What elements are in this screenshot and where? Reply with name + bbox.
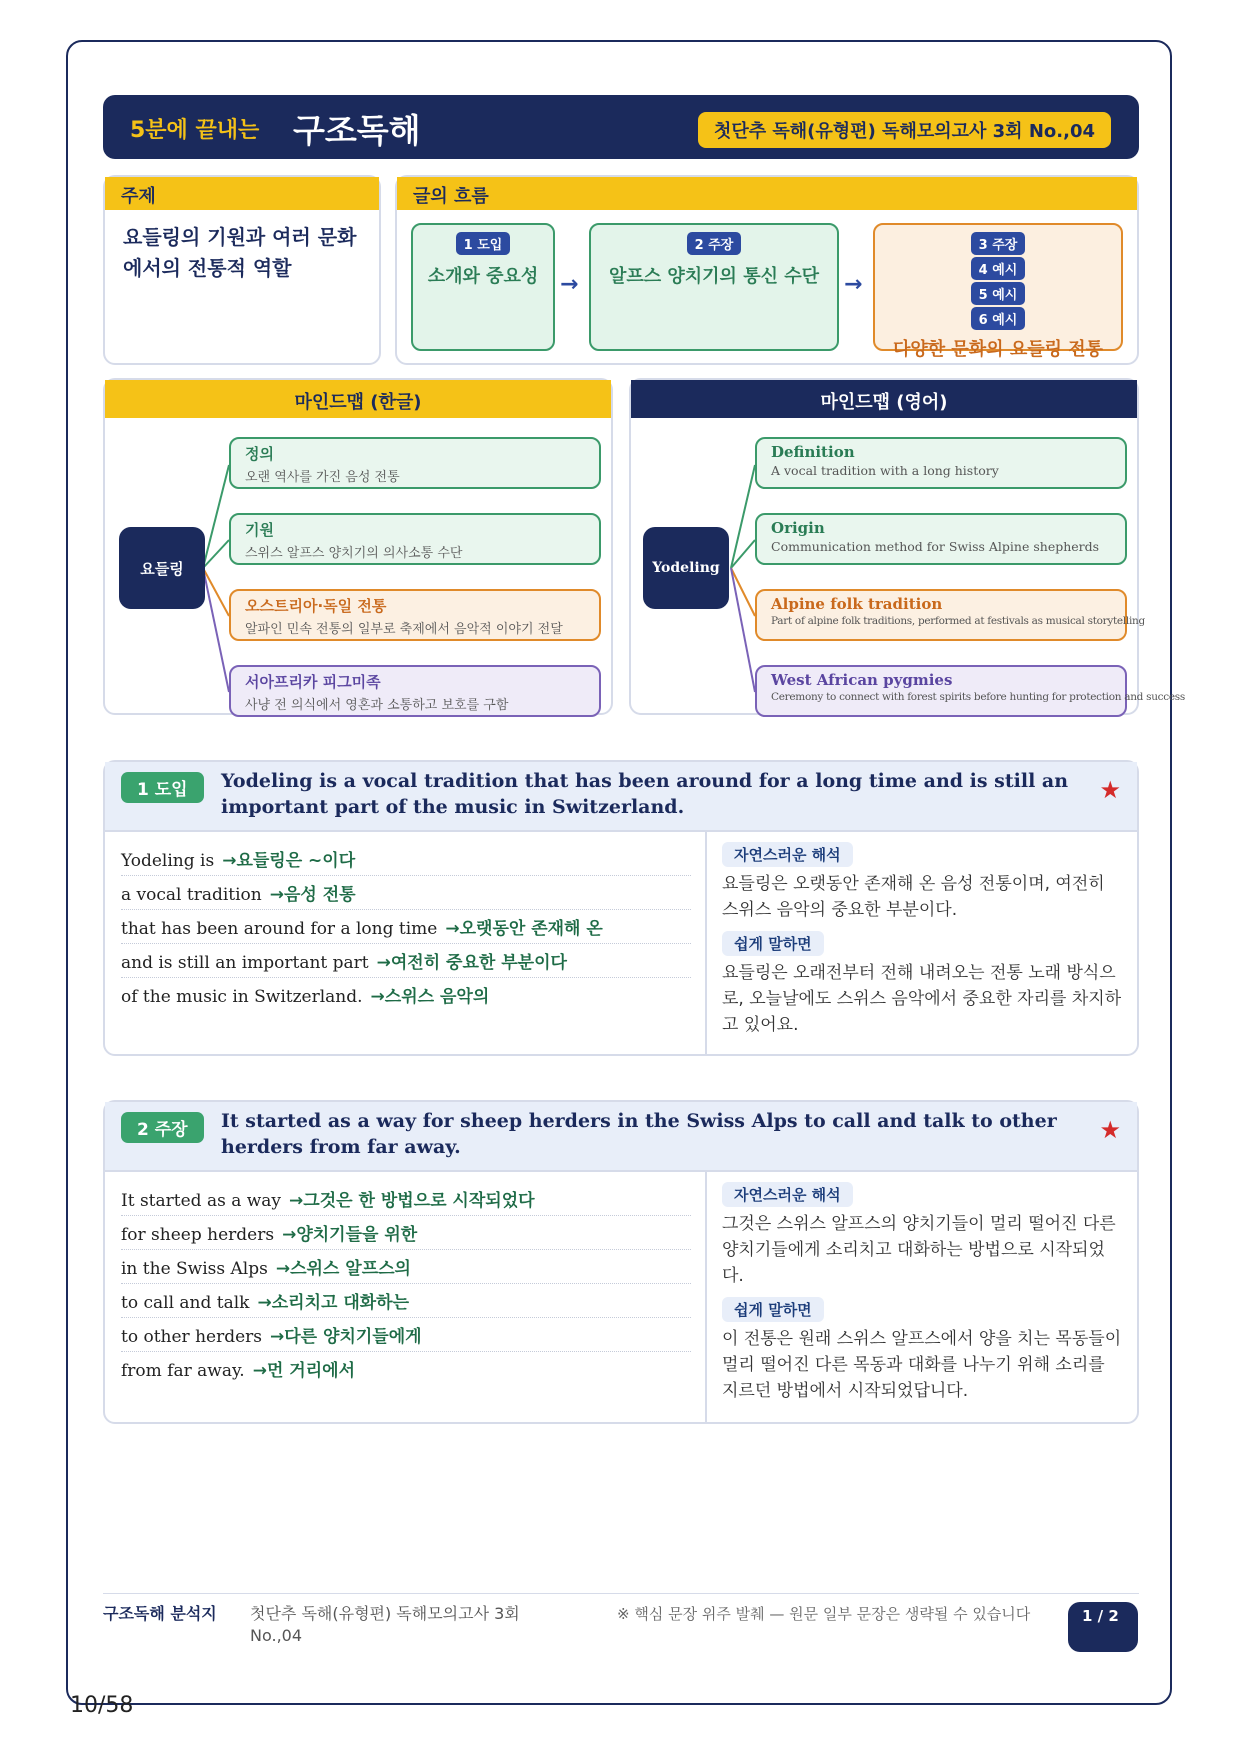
mindmap-ko-node-definition (229, 437, 601, 489)
topic-text: 요들링의 기원과 여러 문화에서의 전통적 역할 (123, 225, 357, 280)
mindmap-node-title: 서아프리카 피그미족 (245, 673, 381, 691)
footer-title: 구조독해 분석지 (103, 1604, 217, 1623)
mindmap-ko-label: 마인드맵 (한글) (105, 380, 611, 418)
column-divider (705, 1172, 707, 1424)
section-sentence: Yodeling is a vocal tradition that has been around for a long time and is still an important part of the music in Switzerland. (221, 770, 1069, 818)
mindmap-node-desc: A vocal tradition with a long history (771, 463, 999, 478)
mindmap-node-desc: 사냥 전 의식에서 영혼과 소통하고 보호를 구함 (245, 698, 509, 713)
chunk-en: a vocal tradition (121, 885, 262, 905)
star-icon: ★ (1099, 776, 1121, 804)
mindmap-en-node-alpine (755, 589, 1145, 641)
translation-column (722, 842, 1122, 1046)
natural-translation-label: 자연스러운 해석 (722, 842, 853, 867)
translation-column (722, 1182, 1122, 1412)
chunk-row (121, 1318, 691, 1352)
easy-explanation-label: 쉽게 말하면 (722, 931, 824, 956)
chunk-ko: →소리치고 대화하는 (257, 1293, 410, 1313)
chunk-ko: →양치기들을 위한 (282, 1225, 418, 1245)
flow-step-3 (873, 223, 1123, 360)
chunk-row (121, 1284, 691, 1318)
chunk-row (121, 876, 691, 910)
mindmap-node-desc: Ceremony to connect with forest spirits before hunting for protection and success (771, 691, 1185, 703)
mindmap-ko-node-origin (229, 513, 601, 565)
chunk-ko: →다른 양치기들에게 (270, 1327, 422, 1347)
easy-explanation: 요들링은 오래전부터 전해 내려오는 전통 노래 방식으로, 오늘날에도 스위스 음악에서 중요한 자리를 차지하고 있어요. (722, 963, 1122, 1035)
flow-label: 글의 흐름 (397, 177, 1137, 210)
chunk-en: from far away. (121, 1361, 245, 1381)
footer-page-badge: 1 / 2 (1068, 1602, 1138, 1652)
section-sentence: It started as a way for sheep herders in the Swiss Alps to call and talk to other herders from far away. (221, 1110, 1057, 1158)
mindmap-ko-center: 요들링 (119, 527, 205, 609)
flow-panel (395, 175, 1139, 365)
flow-step-tag: 3 주장 (971, 232, 1026, 255)
mindmap-en-node-origin (755, 513, 1127, 565)
flow-step-2 (589, 223, 839, 351)
mindmap-node-title: 정의 (245, 445, 274, 463)
chunk-row (121, 1182, 691, 1216)
chunk-ko: →오랫동안 존재해 온 (445, 919, 603, 939)
flow-step-tag: 2 주장 (687, 232, 742, 255)
chunk-en: to other herders (121, 1327, 263, 1347)
chunk-row (121, 1250, 691, 1284)
chunk-row (121, 1352, 691, 1386)
chunk-en: It started as a way (121, 1191, 282, 1211)
section-tag: 1 도입 (121, 772, 204, 803)
header-subtitle: 5분에 끝내는 (130, 118, 260, 143)
chunk-en: and is still an important part (121, 953, 369, 973)
mindmap-node-desc: Communication method for Swiss Alpine shepherds (771, 539, 1100, 554)
mindmap-en-label: 마인드맵 (영어) (631, 380, 1137, 418)
chunk-ko: →음성 전통 (269, 885, 356, 905)
star-icon: ★ (1099, 1116, 1121, 1144)
chunk-en: in the Swiss Alps (121, 1259, 268, 1279)
natural-translation: 그것은 스위스 알프스의 양치기들이 멀리 떨어진 다른 양치기들에게 소리치고 대화하는 방법으로 시작되었다. (722, 1214, 1116, 1286)
page-header (103, 95, 1139, 159)
chunk-row (121, 842, 691, 876)
section-header (105, 1102, 1137, 1172)
flow-step-tag: 4 예시 (971, 257, 1026, 280)
section-tag: 2 주장 (121, 1112, 204, 1143)
mindmap-node-title: Definition (771, 443, 855, 461)
flow-step-1 (411, 223, 555, 351)
mindmap-node-title: Alpine folk tradition (771, 595, 943, 613)
natural-translation: 요들링은 오랫동안 존재해 온 음성 전통이며, 여전히 스위스 음악의 중요한 부분이다. (722, 874, 1105, 920)
section-body (105, 1172, 1137, 1424)
header-title: 구조독해 (293, 111, 421, 150)
flow-step-tag: 6 예시 (971, 307, 1026, 330)
flow-arrow-icon: → (560, 272, 579, 297)
chunk-en: of the music in Switzerland. (121, 987, 363, 1007)
mindmap-en-center: Yodeling (643, 527, 729, 609)
mindmap-node-title: West African pygmies (771, 671, 953, 689)
mindmap-ko-panel (103, 378, 613, 715)
easy-explanation: 이 전통은 원래 스위스 알프스에서 양을 치는 목동들이 멀리 떨어진 다른 목동과 대화를 나누기 위해 소리를 지르던 방법에서 시작되었답니다. (722, 1329, 1122, 1401)
mindmap-node-title: 오스트리아·독일 전통 (245, 597, 387, 615)
chunk-en: for sheep herders (121, 1225, 275, 1245)
natural-translation-label: 자연스러운 해석 (722, 1182, 853, 1207)
chunk-ko: →그것은 한 방법으로 시작되었다 (289, 1191, 535, 1211)
footer-source: 첫단추 독해(유형편) 독해모의고사 3회 No.,04 (250, 1604, 520, 1645)
section-body (105, 832, 1137, 1056)
chunk-ko: →스위스 음악의 (370, 987, 490, 1007)
mindmap-node-desc: 스위스 알프스 양치기의 의사소통 수단 (245, 546, 463, 561)
flow-step-text: 소개와 중요성 (427, 266, 539, 287)
mindmap-node-desc: 오랜 역사를 가진 음성 전통 (245, 470, 400, 485)
mindmap-en-panel (629, 378, 1185, 715)
document-page-number: 10/58 (70, 1693, 134, 1718)
chunk-list (121, 842, 691, 1012)
topic-panel (103, 175, 381, 365)
mindmap-node-desc: 알파인 민속 전통의 일부로 축제에서 음악적 이야기 전달 (245, 622, 563, 637)
column-divider (705, 832, 707, 1056)
topic-label: 주제 (105, 177, 379, 210)
chunk-en: Yodeling is (121, 851, 215, 871)
footer-note: ※ 핵심 문장 위주 발췌 — 원문 일부 문장은 생략될 수 있습니다 (617, 1605, 1031, 1623)
chunk-row (121, 978, 691, 1012)
sentence-section-2 (103, 1100, 1139, 1424)
source-badge: 첫단추 독해(유형편) 독해모의고사 3회 No.,04 (698, 112, 1111, 148)
flow-step-tag: 1 도입 (456, 232, 511, 255)
mindmap-en-node-pygmies (755, 665, 1185, 717)
section-header (105, 762, 1137, 832)
mindmap-en-node-definition (755, 437, 1127, 489)
flow-step-text: 다양한 문화의 요들링 전통 (892, 339, 1104, 360)
flow-arrow-icon: → (844, 272, 863, 297)
sentence-section-1 (103, 760, 1139, 1056)
chunk-row (121, 944, 691, 978)
chunk-ko: →요들링은 ~이다 (222, 851, 356, 871)
flow-step-text: 알프스 양치기의 통신 수단 (608, 266, 820, 287)
chunk-en: that has been around for a long time (121, 919, 438, 939)
flow-step-tag: 5 예시 (971, 282, 1026, 305)
chunk-ko: →먼 거리에서 (252, 1361, 355, 1381)
mindmap-node-title: Origin (771, 519, 825, 537)
chunk-ko: →스위스 알프스의 (275, 1259, 411, 1279)
footer-divider (103, 1593, 1139, 1594)
mindmap-node-title: 기원 (245, 521, 274, 539)
chunk-list (121, 1182, 691, 1386)
chunk-ko: →여전히 중요한 부분이다 (376, 953, 567, 973)
chunk-row (121, 910, 691, 944)
mindmap-ko-node-pygmies (229, 665, 601, 717)
chunk-en: to call and talk (121, 1293, 250, 1313)
mindmap-ko-node-alpine (229, 589, 601, 641)
chunk-row (121, 1216, 691, 1250)
easy-explanation-label: 쉽게 말하면 (722, 1297, 824, 1322)
mindmap-node-desc: Part of alpine folk traditions, performed at festivals as musical storytelling (771, 615, 1145, 627)
